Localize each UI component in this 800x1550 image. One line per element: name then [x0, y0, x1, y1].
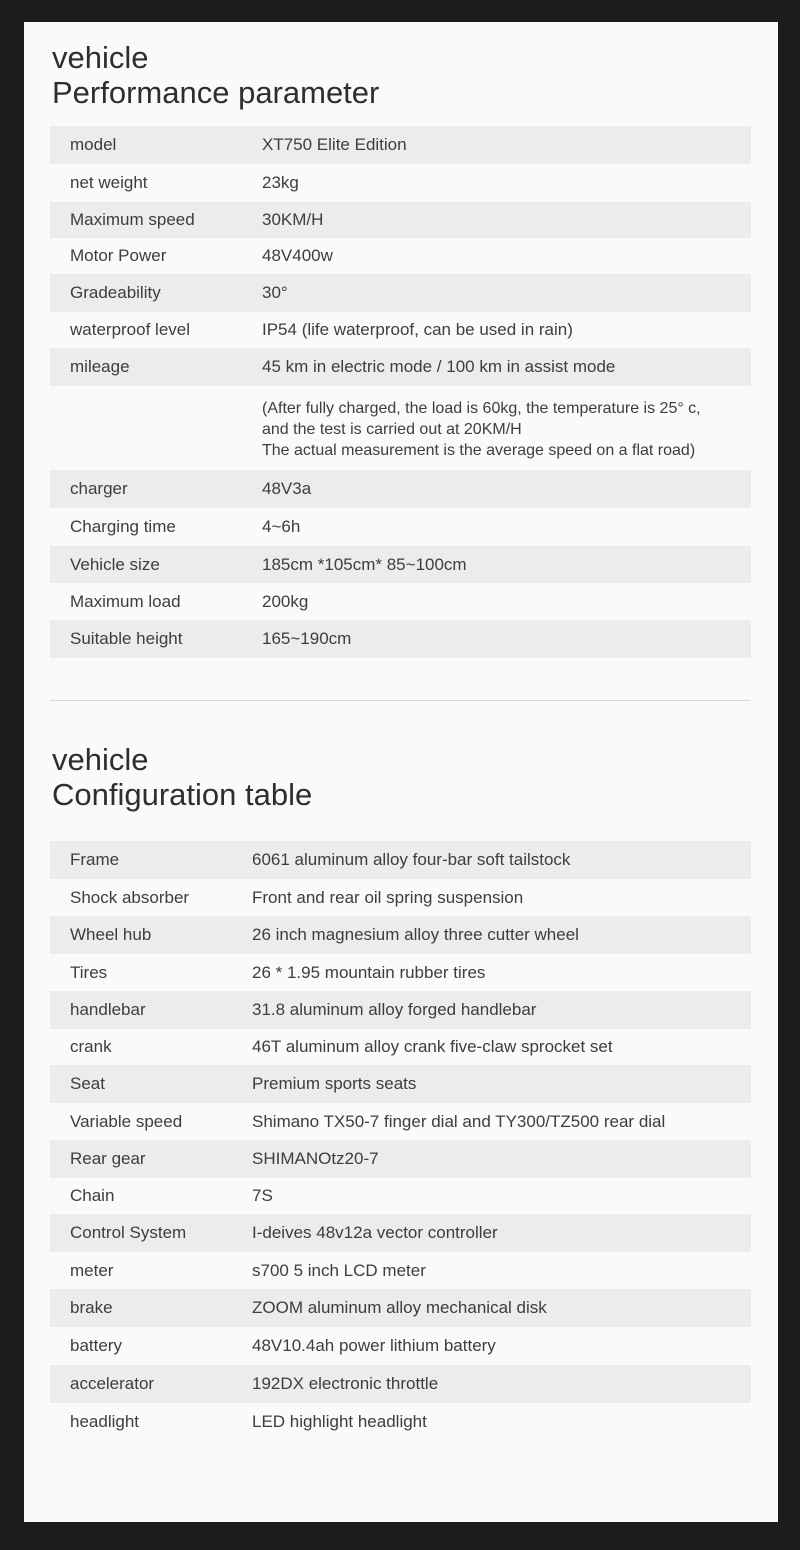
- row-value: 200kg: [262, 591, 309, 611]
- table-row: [50, 1103, 751, 1140]
- performance-title-line1: vehicle: [52, 40, 149, 75]
- table-row: [50, 1029, 751, 1065]
- row-label: battery: [70, 1336, 122, 1355]
- row-label: accelerator: [70, 1374, 155, 1393]
- performance-title: [52, 40, 379, 110]
- table-row: [50, 1289, 751, 1327]
- table-row: [50, 1327, 751, 1365]
- table-row: [50, 312, 751, 348]
- row-label: model: [70, 135, 117, 154]
- row-value: 185cm *105cm* 85~100cm: [262, 554, 467, 574]
- table-row: [50, 1140, 751, 1178]
- row-label: Wheel hub: [70, 925, 152, 944]
- row-label: Suitable height: [70, 629, 183, 648]
- mileage-note: (After fully charged, the load is 60kg, the temperature is 25° c, and the test is carried out at 20KM/H The actual measurement is the average speed on a flat road): [262, 400, 701, 459]
- row-value: I-deives 48v12a vector controller: [252, 1223, 498, 1242]
- table-row: [50, 583, 751, 620]
- row-value: SHIMANOtz20-7: [252, 1149, 379, 1168]
- row-label: Maximum speed: [70, 210, 195, 229]
- row-value: Shimano TX50-7 finger dial and TY300/TZ500 rear dial: [252, 1111, 666, 1131]
- row-label: Tires: [70, 962, 108, 982]
- table-row: [50, 274, 751, 312]
- row-label: Frame: [70, 850, 120, 869]
- row-label: Variable speed: [70, 1111, 183, 1131]
- row-value: 26 * 1.95 mountain rubber tires: [252, 962, 486, 982]
- table-row: [50, 841, 751, 879]
- configuration-title-line2: Configuration table: [52, 777, 313, 812]
- table-row: [50, 508, 751, 546]
- row-label: Rear gear: [70, 1149, 146, 1168]
- row-value: Premium sports seats: [252, 1074, 417, 1093]
- performance-title-line2: Performance parameter: [52, 75, 380, 110]
- performance-table: [50, 126, 751, 658]
- row-value: 6061 aluminum alloy four-bar soft tailstock: [252, 850, 571, 869]
- row-value: 31.8 aluminum alloy forged handlebar: [252, 1000, 537, 1019]
- row-label: Control System: [70, 1223, 187, 1242]
- row-value: 48V10.4ah power lithium battery: [252, 1336, 496, 1355]
- row-label: handlebar: [70, 1000, 146, 1019]
- row-value: 7S: [252, 1186, 273, 1205]
- row-value: Front and rear oil spring suspension: [252, 887, 524, 907]
- table-row-note: [50, 386, 751, 470]
- row-value: ZOOM aluminum alloy mechanical disk: [252, 1298, 547, 1317]
- row-value: s700 5 inch LCD meter: [252, 1260, 426, 1280]
- row-value: LED highlight headlight: [252, 1412, 427, 1431]
- row-label: net weight: [70, 173, 148, 192]
- table-row: [50, 126, 751, 164]
- spec-sheet: [24, 22, 778, 1522]
- table-row: [50, 1214, 751, 1252]
- row-value: 26 inch magnesium alloy three cutter wheel: [252, 925, 579, 944]
- row-value: 30°: [262, 283, 288, 302]
- table-row: [50, 991, 751, 1029]
- table-row: [50, 879, 751, 916]
- table-row: [50, 202, 751, 238]
- row-label: Vehicle size: [70, 554, 160, 574]
- row-value: IP54 (life waterproof, can be used in rain): [262, 320, 573, 339]
- row-label: Gradeability: [70, 283, 161, 302]
- row-label: Maximum load: [70, 591, 181, 611]
- table-row: [50, 1403, 751, 1441]
- row-value: 30KM/H: [262, 210, 324, 229]
- table-row: [50, 1252, 751, 1289]
- table-row: [50, 470, 751, 508]
- row-value: XT750 Elite Edition: [262, 135, 407, 154]
- row-value: 165~190cm: [262, 629, 352, 648]
- table-row: [50, 1365, 751, 1403]
- table-row: [50, 620, 751, 658]
- row-label: waterproof level: [70, 320, 191, 339]
- table-row: [50, 916, 751, 954]
- table-row: [50, 1065, 751, 1103]
- table-row: [50, 348, 751, 386]
- table-row: [50, 1178, 751, 1214]
- row-label: Motor Power: [70, 246, 167, 265]
- row-value: 4~6h: [262, 517, 301, 536]
- configuration-title-line1: vehicle: [52, 742, 149, 777]
- table-row: [50, 546, 751, 583]
- row-label: mileage: [70, 357, 130, 376]
- row-value: 48V3a: [262, 479, 312, 498]
- row-label: brake: [70, 1298, 113, 1317]
- configuration-table: [50, 841, 751, 1441]
- row-value: 45 km in electric mode / 100 km in assist mode: [262, 357, 616, 376]
- row-label: crank: [70, 1037, 112, 1056]
- table-row: [50, 164, 751, 202]
- row-label: meter: [70, 1260, 114, 1280]
- configuration-title: [52, 742, 312, 812]
- row-label: charger: [70, 479, 128, 498]
- row-label: headlight: [70, 1412, 140, 1431]
- row-value: 48V400w: [262, 246, 333, 265]
- row-value: 192DX electronic throttle: [252, 1374, 439, 1393]
- row-value: 23kg: [262, 173, 299, 192]
- row-label: Seat: [70, 1074, 105, 1093]
- row-label: Chain: [70, 1186, 115, 1205]
- table-row: [50, 954, 751, 991]
- section-divider: [50, 700, 751, 701]
- row-label: Shock absorber: [70, 887, 190, 907]
- row-value: 46T aluminum alloy crank five-claw sprocket set: [252, 1037, 613, 1056]
- table-row: [50, 238, 751, 274]
- row-label: Charging time: [70, 517, 176, 536]
